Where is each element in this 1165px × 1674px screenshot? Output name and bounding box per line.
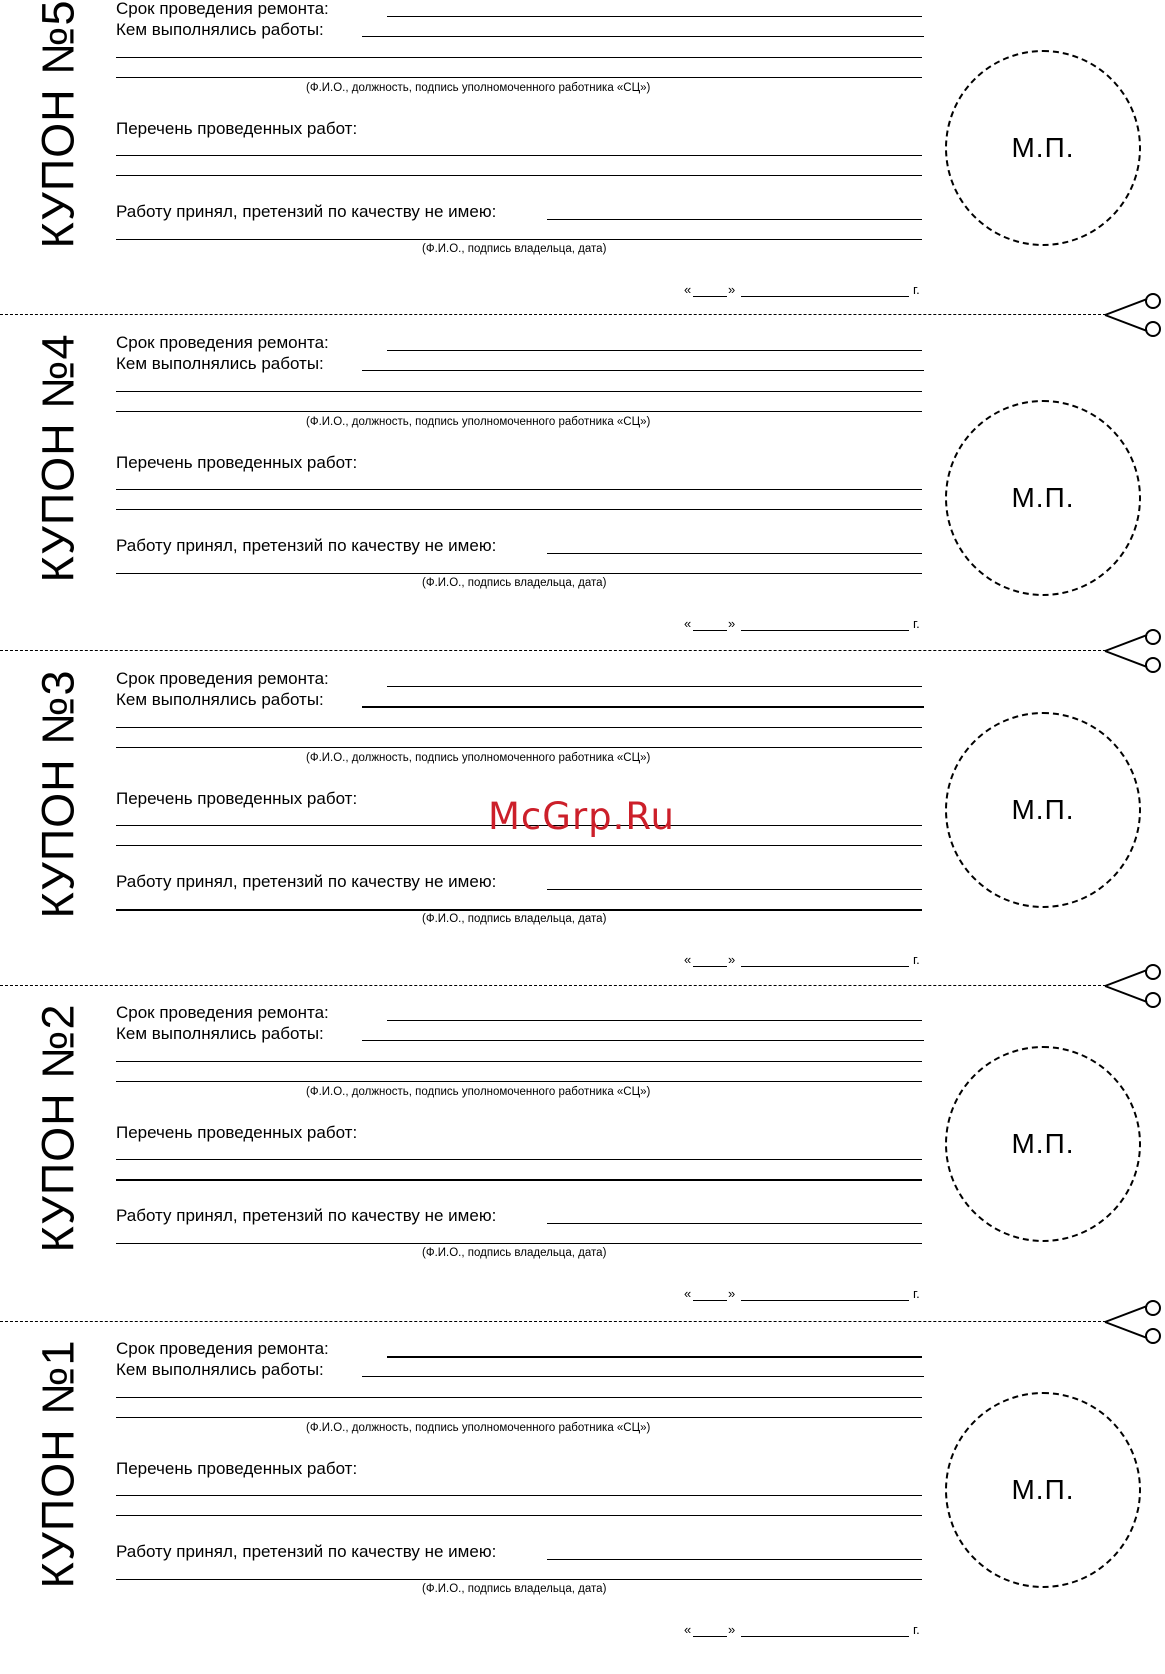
repair-term-label: Срок проведения ремонта: xyxy=(116,1003,329,1022)
performed-by-field[interactable] xyxy=(362,370,924,371)
technician-caption: (Ф.И.О., должность, подпись уполномоченного работника «СЦ») xyxy=(306,1422,651,1434)
repair-term-field[interactable] xyxy=(387,1356,922,1358)
date-month-field[interactable] xyxy=(741,1636,909,1637)
owner-signature-field[interactable] xyxy=(116,239,922,240)
date-day-field[interactable] xyxy=(693,296,727,297)
stamp-label: М.П. xyxy=(1011,1474,1075,1505)
coupon-4 xyxy=(0,334,1165,668)
date-day-field[interactable] xyxy=(693,966,727,967)
repair-term-field[interactable] xyxy=(387,1020,922,1021)
performed-by-field[interactable] xyxy=(362,36,924,37)
quote-open: « xyxy=(684,1622,692,1637)
quote-open: « xyxy=(684,282,692,297)
performed-by-field-line-2[interactable] xyxy=(116,727,922,728)
repair-term-label: Срок проведения ремонта: xyxy=(116,1339,329,1358)
date-row xyxy=(684,1286,924,1302)
cut-line xyxy=(0,1321,1106,1322)
accepted-field[interactable] xyxy=(547,889,922,890)
quote-open: « xyxy=(684,1286,692,1301)
works-list-label: Перечень проведенных работ: xyxy=(116,453,358,472)
owner-signature-field[interactable] xyxy=(116,573,922,574)
accepted-label: Работу принял, претензий по качеству не имею: xyxy=(116,1542,497,1561)
performed-by-field-line-2[interactable] xyxy=(116,57,922,58)
stamp-circle xyxy=(945,50,1141,246)
performed-by-label: Кем выполнялись работы: xyxy=(116,1360,324,1379)
performed-by-field-line-2[interactable] xyxy=(116,1397,922,1398)
performed-by-field[interactable] xyxy=(362,1040,924,1041)
coupon-title: КУПОН №4 xyxy=(32,333,84,583)
quote-close: » xyxy=(728,952,736,967)
works-list-field-line-2[interactable] xyxy=(116,509,922,510)
performed-by-label: Кем выполнялись работы: xyxy=(116,1024,324,1043)
performed-by-label: Кем выполнялись работы: xyxy=(116,20,324,39)
stamp-label: М.П. xyxy=(1011,1128,1075,1159)
stamp-label: М.П. xyxy=(1011,482,1075,513)
year-suffix: г. xyxy=(913,616,920,631)
performed-by-field-line-3[interactable] xyxy=(116,747,922,748)
date-row xyxy=(684,616,924,632)
date-row xyxy=(684,1622,924,1638)
cut-line xyxy=(0,314,1106,315)
stamp-circle xyxy=(945,1046,1141,1242)
performed-by-field-line-3[interactable] xyxy=(116,411,922,412)
technician-caption: (Ф.И.О., должность, подпись уполномоченного работника «СЦ») xyxy=(306,82,651,94)
accepted-label: Работу принял, претензий по качеству не имею: xyxy=(116,1206,497,1225)
stamp-label: М.П. xyxy=(1011,794,1075,825)
repair-term-field[interactable] xyxy=(387,350,922,351)
watermark: McGrp.Ru xyxy=(488,795,675,838)
owner-caption: (Ф.И.О., подпись владельца, дата) xyxy=(422,1583,607,1595)
date-month-field[interactable] xyxy=(741,630,909,631)
performed-by-field-line-3[interactable] xyxy=(116,1417,922,1418)
owner-signature-field[interactable] xyxy=(116,1243,922,1244)
coupon-5 xyxy=(0,0,1165,334)
repair-term-label: Срок проведения ремонта: xyxy=(116,0,329,18)
accepted-label: Работу принял, претензий по качеству не имею: xyxy=(116,536,497,555)
works-list-field-line-1[interactable] xyxy=(116,155,922,156)
quote-open: « xyxy=(684,616,692,631)
quote-open: « xyxy=(684,952,692,967)
owner-signature-field[interactable] xyxy=(116,1579,922,1580)
performed-by-field-line-2[interactable] xyxy=(116,1061,922,1062)
owner-caption: (Ф.И.О., подпись владельца, дата) xyxy=(422,1247,607,1259)
date-row xyxy=(684,282,924,298)
performed-by-field-line-3[interactable] xyxy=(116,1081,922,1082)
scissors-icon xyxy=(1103,963,1163,1009)
accepted-field[interactable] xyxy=(547,553,922,554)
technician-caption: (Ф.И.О., должность, подпись уполномоченного работника «СЦ») xyxy=(306,1086,651,1098)
works-list-field-line-2[interactable] xyxy=(116,175,922,176)
coupon-title: КУПОН №2 xyxy=(32,1003,84,1253)
scissors-icon xyxy=(1103,292,1163,338)
works-list-label: Перечень проведенных работ: xyxy=(116,1123,358,1142)
works-list-field-line-2[interactable] xyxy=(116,1179,922,1181)
year-suffix: г. xyxy=(913,1286,920,1301)
scissors-icon xyxy=(1103,1299,1163,1345)
accepted-field[interactable] xyxy=(547,1559,922,1560)
stamp-circle xyxy=(945,712,1141,908)
works-list-label: Перечень проведенных работ: xyxy=(116,789,358,808)
performed-by-field-line-3[interactable] xyxy=(116,77,922,78)
date-day-field[interactable] xyxy=(693,1636,727,1637)
accepted-field[interactable] xyxy=(547,219,922,220)
owner-caption: (Ф.И.О., подпись владельца, дата) xyxy=(422,577,607,589)
date-month-field[interactable] xyxy=(741,1300,909,1301)
year-suffix: г. xyxy=(913,952,920,967)
date-month-field[interactable] xyxy=(741,966,909,967)
stamp-circle xyxy=(945,400,1141,596)
performed-by-field-line-2[interactable] xyxy=(116,391,922,392)
quote-close: » xyxy=(728,616,736,631)
date-day-field[interactable] xyxy=(693,1300,727,1301)
works-list-field-line-1[interactable] xyxy=(116,1159,922,1160)
repair-term-label: Срок проведения ремонта: xyxy=(116,669,329,688)
performed-by-field[interactable] xyxy=(362,1376,924,1377)
accepted-label: Работу принял, претензий по качеству не имею: xyxy=(116,872,497,891)
coupon-1 xyxy=(0,1340,1165,1674)
date-row xyxy=(684,952,924,968)
accepted-label: Работу принял, претензий по качеству не имею: xyxy=(116,202,497,221)
performed-by-label: Кем выполнялись работы: xyxy=(116,354,324,373)
works-list-label: Перечень проведенных работ: xyxy=(116,1459,358,1478)
technician-caption: (Ф.И.О., должность, подпись уполномоченного работника «СЦ») xyxy=(306,416,651,428)
works-list-field-line-2[interactable] xyxy=(116,1515,922,1516)
repair-term-field[interactable] xyxy=(387,16,922,17)
year-suffix: г. xyxy=(913,1622,920,1637)
cut-line xyxy=(0,650,1106,651)
repair-term-label: Срок проведения ремонта: xyxy=(116,333,329,352)
quote-close: » xyxy=(728,1286,736,1301)
coupon-2 xyxy=(0,1004,1165,1338)
works-list-field-line-1[interactable] xyxy=(116,489,922,490)
coupon-title: КУПОН №1 xyxy=(32,1339,84,1589)
cut-line xyxy=(0,985,1106,986)
repair-term-field[interactable] xyxy=(387,686,922,687)
performed-by-label: Кем выполнялись работы: xyxy=(116,690,324,709)
works-list-field-line-1[interactable] xyxy=(116,1495,922,1496)
owner-caption: (Ф.И.О., подпись владельца, дата) xyxy=(422,913,607,925)
performed-by-field[interactable] xyxy=(362,706,924,708)
accepted-field[interactable] xyxy=(547,1223,922,1224)
works-list-label: Перечень проведенных работ: xyxy=(116,119,358,138)
scissors-icon xyxy=(1103,628,1163,674)
works-list-field-line-2[interactable] xyxy=(116,845,922,846)
coupon-title: КУПОН №5 xyxy=(32,0,84,249)
owner-caption: (Ф.И.О., подпись владельца, дата) xyxy=(422,243,607,255)
date-day-field[interactable] xyxy=(693,630,727,631)
quote-close: » xyxy=(728,1622,736,1637)
technician-caption: (Ф.И.О., должность, подпись уполномоченного работника «СЦ») xyxy=(306,752,651,764)
coupon-title: КУПОН №3 xyxy=(32,669,84,919)
date-month-field[interactable] xyxy=(741,296,909,297)
stamp-circle xyxy=(945,1392,1141,1588)
year-suffix: г. xyxy=(913,282,920,297)
stamp-label: М.П. xyxy=(1011,132,1075,163)
quote-close: » xyxy=(728,282,736,297)
owner-signature-field[interactable] xyxy=(116,909,922,911)
